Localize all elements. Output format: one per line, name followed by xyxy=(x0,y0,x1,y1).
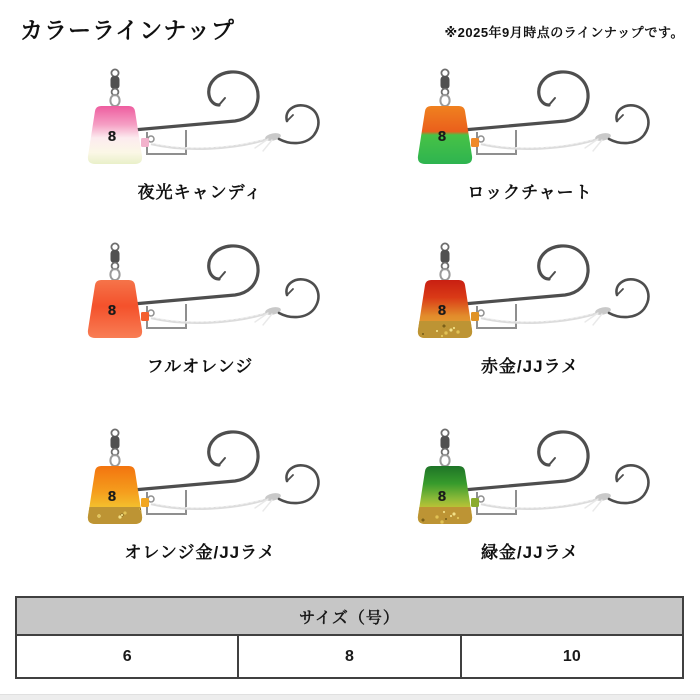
swivel-top-ring xyxy=(111,69,118,76)
line-tie-loop xyxy=(440,455,449,466)
tenya-rig-illustration xyxy=(415,242,665,342)
swivel-top-ring xyxy=(441,69,448,76)
size-cell-6: 6 xyxy=(16,635,238,678)
main-hook-barb xyxy=(219,98,225,105)
main-hook-barb xyxy=(219,272,225,279)
swivel-barrel xyxy=(441,76,450,89)
main-hook xyxy=(463,432,588,490)
trailer-hook-barb xyxy=(617,115,623,121)
line-tie-loop xyxy=(110,455,119,466)
swivel-top-ring xyxy=(441,243,448,250)
main-hook xyxy=(133,72,258,130)
product-cell-rock-chart xyxy=(385,68,675,203)
trailer-hook xyxy=(279,279,318,317)
size-cell-10: 10 xyxy=(461,635,683,678)
head-stub xyxy=(141,498,149,507)
tenya-rig-illustration xyxy=(85,68,335,168)
rig-image xyxy=(415,428,665,528)
rig-image xyxy=(415,242,665,342)
trailer-hook-barb xyxy=(617,475,623,481)
trailer-hook-barb xyxy=(287,115,293,121)
main-hook xyxy=(463,246,588,304)
rig-image xyxy=(415,68,665,168)
trailer-hook xyxy=(609,105,648,143)
cord-lashing xyxy=(594,132,611,142)
rig-image xyxy=(85,68,335,168)
next-section-edge xyxy=(0,694,700,700)
swivel-top-ring xyxy=(111,429,118,436)
tenya-rig-illustration xyxy=(85,428,335,528)
cord-lashing xyxy=(264,492,281,502)
main-hook xyxy=(133,246,258,304)
trailer-hook xyxy=(279,465,318,503)
cord-lashing xyxy=(264,306,281,316)
glitter-band xyxy=(85,507,147,525)
head-stub xyxy=(471,312,479,321)
line-tie-loop xyxy=(110,95,119,106)
main-hook xyxy=(463,72,588,130)
product-label: 緑金/JJラメ xyxy=(480,543,580,562)
product-cell-full-orange xyxy=(55,242,345,377)
swivel-barrel xyxy=(111,250,120,263)
line-tie-loop xyxy=(440,269,449,280)
product-cell-akakin-jj-lame xyxy=(385,242,675,377)
size-table xyxy=(15,596,684,679)
trailer-hook-barb xyxy=(287,289,293,295)
cord-lashing xyxy=(594,306,611,316)
trailer-hook xyxy=(279,105,318,143)
page-header xyxy=(0,0,700,45)
product-label: 夜光キャンディ xyxy=(137,183,263,202)
glitter-band xyxy=(415,321,477,339)
size-table-header: サイズ（号） xyxy=(16,597,683,635)
swivel-top-ring xyxy=(441,429,448,436)
tenya-rig-illustration xyxy=(415,428,665,528)
main-hook xyxy=(133,432,258,490)
trailer-hook xyxy=(609,465,648,503)
size-number: 8 xyxy=(437,130,447,145)
cord-lashing xyxy=(264,132,281,142)
product-label: フルオレンジ xyxy=(146,357,254,376)
glitter-band xyxy=(415,507,477,525)
product-label: オレンジ金/JJラメ xyxy=(124,543,276,562)
rig-image xyxy=(85,242,335,342)
swivel-barrel xyxy=(441,436,450,449)
main-hook-barb xyxy=(549,272,555,279)
line-tie-loop xyxy=(440,95,449,106)
trailer-hook-barb xyxy=(617,289,623,295)
product-cell-midorikin-jj-lame xyxy=(385,428,675,563)
page-title: カラーラインナップ xyxy=(20,17,235,43)
swivel-barrel xyxy=(111,436,120,449)
main-hook-barb xyxy=(549,98,555,105)
trailer-hook-barb xyxy=(287,475,293,481)
product-cell-yakou-candy xyxy=(55,68,345,203)
head-stub xyxy=(471,138,479,147)
size-table-row xyxy=(16,635,683,678)
size-number: 8 xyxy=(437,304,447,319)
swivel-top-ring xyxy=(111,243,118,250)
product-cell-orangekin-jj-lame xyxy=(55,428,345,563)
product-label: ロックチャート xyxy=(467,183,593,202)
line-tie-loop xyxy=(110,269,119,280)
head-stub xyxy=(141,312,149,321)
main-hook-barb xyxy=(219,458,225,465)
product-label: 赤金/JJラメ xyxy=(480,357,580,376)
tenya-rig-illustration xyxy=(415,68,665,168)
swivel-barrel xyxy=(111,76,120,89)
size-number: 8 xyxy=(107,304,117,319)
size-number: 8 xyxy=(107,130,117,145)
head-stub xyxy=(141,138,149,147)
size-cell-8: 8 xyxy=(238,635,460,678)
rig-image xyxy=(85,428,335,528)
lineup-note: ※2025年9月時点のラインナップです。 xyxy=(444,25,684,40)
trailer-hook xyxy=(609,279,648,317)
cord-lashing xyxy=(594,492,611,502)
size-number: 8 xyxy=(437,490,447,505)
main-hook-barb xyxy=(549,458,555,465)
swivel-barrel xyxy=(441,250,450,263)
head-stub xyxy=(471,498,479,507)
tenya-rig-illustration xyxy=(85,242,335,342)
size-number: 8 xyxy=(107,490,117,505)
